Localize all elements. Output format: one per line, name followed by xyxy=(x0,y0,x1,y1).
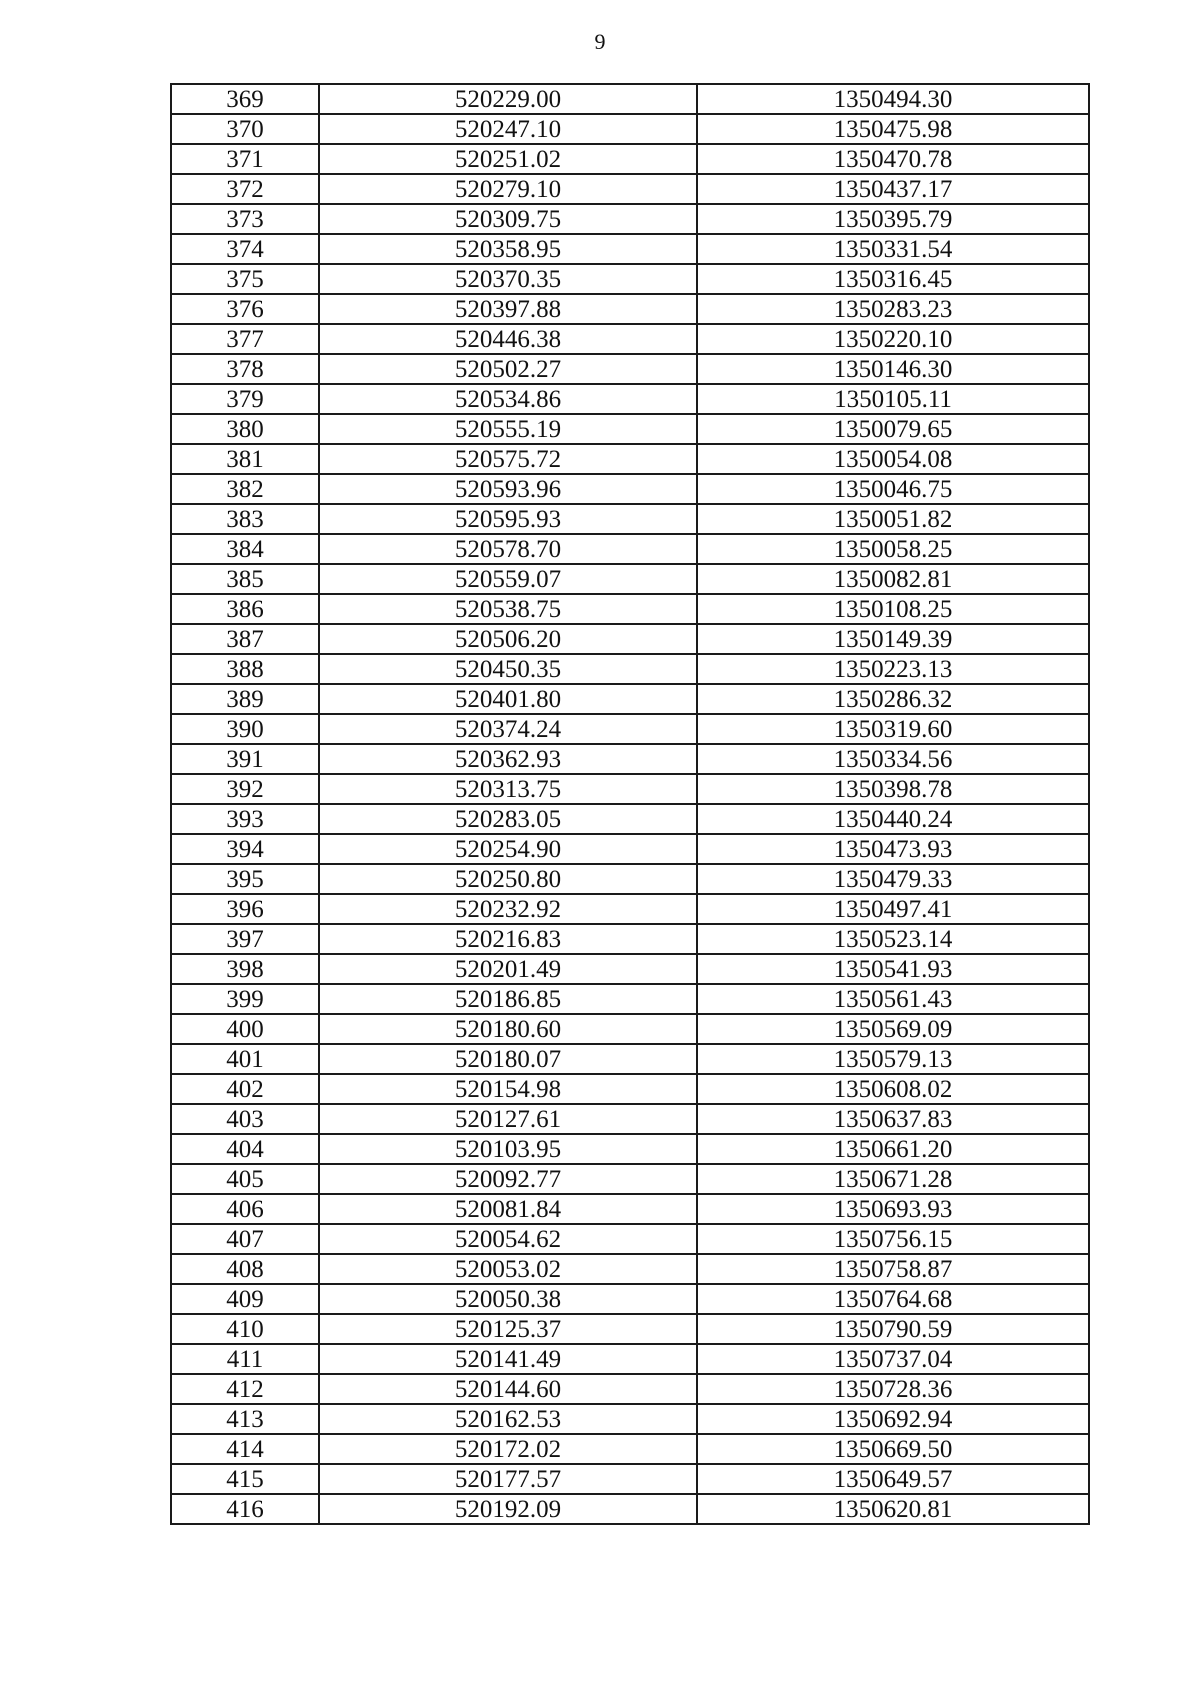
table-row xyxy=(171,534,1089,564)
y-coordinate-cell: 1350637.83 xyxy=(697,1104,1089,1134)
x-coordinate-cell: 520180.07 xyxy=(319,1044,697,1074)
y-coordinate-cell: 1350669.50 xyxy=(697,1434,1089,1464)
x-coordinate-cell: 520401.80 xyxy=(319,684,697,714)
table-row xyxy=(171,114,1089,144)
point-number-cell: 395 xyxy=(171,864,319,894)
x-coordinate-cell: 520180.60 xyxy=(319,1014,697,1044)
point-number-cell: 397 xyxy=(171,924,319,954)
x-coordinate-cell: 520050.38 xyxy=(319,1284,697,1314)
table-row xyxy=(171,324,1089,354)
table-row xyxy=(171,1194,1089,1224)
y-coordinate-cell: 1350649.57 xyxy=(697,1464,1089,1494)
x-coordinate-cell: 520141.49 xyxy=(319,1344,697,1374)
x-coordinate-cell: 520446.38 xyxy=(319,324,697,354)
y-coordinate-cell: 1350473.93 xyxy=(697,834,1089,864)
x-coordinate-cell: 520247.10 xyxy=(319,114,697,144)
y-coordinate-cell: 1350470.78 xyxy=(697,144,1089,174)
table-row xyxy=(171,954,1089,984)
y-coordinate-cell: 1350541.93 xyxy=(697,954,1089,984)
y-coordinate-cell: 1350728.36 xyxy=(697,1374,1089,1404)
x-coordinate-cell: 520374.24 xyxy=(319,714,697,744)
y-coordinate-cell: 1350561.43 xyxy=(697,984,1089,1014)
x-coordinate-cell: 520358.95 xyxy=(319,234,697,264)
y-coordinate-cell: 1350692.94 xyxy=(697,1404,1089,1434)
table-row xyxy=(171,1254,1089,1284)
point-number-cell: 406 xyxy=(171,1194,319,1224)
y-coordinate-cell: 1350082.81 xyxy=(697,564,1089,594)
y-coordinate-cell: 1350437.17 xyxy=(697,174,1089,204)
point-number-cell: 391 xyxy=(171,744,319,774)
y-coordinate-cell: 1350058.25 xyxy=(697,534,1089,564)
point-number-cell: 396 xyxy=(171,894,319,924)
y-coordinate-cell: 1350316.45 xyxy=(697,264,1089,294)
y-coordinate-cell: 1350620.81 xyxy=(697,1494,1089,1524)
point-number-cell: 390 xyxy=(171,714,319,744)
point-number-cell: 399 xyxy=(171,984,319,1014)
x-coordinate-cell: 520575.72 xyxy=(319,444,697,474)
point-number-cell: 413 xyxy=(171,1404,319,1434)
point-number-cell: 401 xyxy=(171,1044,319,1074)
y-coordinate-cell: 1350319.60 xyxy=(697,714,1089,744)
table-row xyxy=(171,564,1089,594)
x-coordinate-cell: 520054.62 xyxy=(319,1224,697,1254)
point-number-cell: 376 xyxy=(171,294,319,324)
point-number-cell: 386 xyxy=(171,594,319,624)
table-row xyxy=(171,354,1089,384)
point-number-cell: 389 xyxy=(171,684,319,714)
y-coordinate-cell: 1350764.68 xyxy=(697,1284,1089,1314)
y-coordinate-cell: 1350051.82 xyxy=(697,504,1089,534)
table-row xyxy=(171,984,1089,1014)
table-row xyxy=(171,1344,1089,1374)
x-coordinate-cell: 520283.05 xyxy=(319,804,697,834)
x-coordinate-cell: 520362.93 xyxy=(319,744,697,774)
point-number-cell: 416 xyxy=(171,1494,319,1524)
x-coordinate-cell: 520559.07 xyxy=(319,564,697,594)
x-coordinate-cell: 520232.92 xyxy=(319,894,697,924)
y-coordinate-cell: 1350693.93 xyxy=(697,1194,1089,1224)
table-row xyxy=(171,924,1089,954)
table-row xyxy=(171,804,1089,834)
x-coordinate-cell: 520081.84 xyxy=(319,1194,697,1224)
x-coordinate-cell: 520144.60 xyxy=(319,1374,697,1404)
y-coordinate-cell: 1350737.04 xyxy=(697,1344,1089,1374)
y-coordinate-cell: 1350054.08 xyxy=(697,444,1089,474)
point-number-cell: 405 xyxy=(171,1164,319,1194)
table-row xyxy=(171,714,1089,744)
x-coordinate-cell: 520186.85 xyxy=(319,984,697,1014)
y-coordinate-cell: 1350790.59 xyxy=(697,1314,1089,1344)
table-row xyxy=(171,834,1089,864)
point-number-cell: 381 xyxy=(171,444,319,474)
x-coordinate-cell: 520216.83 xyxy=(319,924,697,954)
table-row xyxy=(171,1464,1089,1494)
point-number-cell: 402 xyxy=(171,1074,319,1104)
point-number-cell: 378 xyxy=(171,354,319,384)
y-coordinate-cell: 1350398.78 xyxy=(697,774,1089,804)
table-row xyxy=(171,144,1089,174)
point-number-cell: 388 xyxy=(171,654,319,684)
x-coordinate-cell: 520254.90 xyxy=(319,834,697,864)
table-row xyxy=(171,414,1089,444)
table-row xyxy=(171,594,1089,624)
table-row xyxy=(171,894,1089,924)
point-number-cell: 407 xyxy=(171,1224,319,1254)
table-row xyxy=(171,1404,1089,1434)
table-row xyxy=(171,234,1089,264)
point-number-cell: 384 xyxy=(171,534,319,564)
table-row xyxy=(171,1074,1089,1104)
table-row xyxy=(171,1494,1089,1524)
point-number-cell: 377 xyxy=(171,324,319,354)
table-row xyxy=(171,684,1089,714)
table-row xyxy=(171,444,1089,474)
table-row xyxy=(171,1134,1089,1164)
y-coordinate-cell: 1350608.02 xyxy=(697,1074,1089,1104)
y-coordinate-cell: 1350671.28 xyxy=(697,1164,1089,1194)
point-number-cell: 400 xyxy=(171,1014,319,1044)
x-coordinate-cell: 520450.35 xyxy=(319,654,697,684)
table-row xyxy=(171,654,1089,684)
x-coordinate-cell: 520177.57 xyxy=(319,1464,697,1494)
point-number-cell: 375 xyxy=(171,264,319,294)
table-row xyxy=(171,1314,1089,1344)
x-coordinate-cell: 520279.10 xyxy=(319,174,697,204)
x-coordinate-cell: 520103.95 xyxy=(319,1134,697,1164)
y-coordinate-cell: 1350108.25 xyxy=(697,594,1089,624)
x-coordinate-cell: 520370.35 xyxy=(319,264,697,294)
y-coordinate-cell: 1350105.11 xyxy=(697,384,1089,414)
point-number-cell: 370 xyxy=(171,114,319,144)
y-coordinate-cell: 1350497.41 xyxy=(697,894,1089,924)
table-row xyxy=(171,474,1089,504)
table-row xyxy=(171,1374,1089,1404)
point-number-cell: 404 xyxy=(171,1134,319,1164)
table-row xyxy=(171,84,1089,114)
y-coordinate-cell: 1350758.87 xyxy=(697,1254,1089,1284)
point-number-cell: 411 xyxy=(171,1344,319,1374)
point-number-cell: 387 xyxy=(171,624,319,654)
table-row xyxy=(171,1224,1089,1254)
table-row xyxy=(171,294,1089,324)
point-number-cell: 372 xyxy=(171,174,319,204)
y-coordinate-cell: 1350475.98 xyxy=(697,114,1089,144)
x-coordinate-cell: 520309.75 xyxy=(319,204,697,234)
x-coordinate-cell: 520092.77 xyxy=(319,1164,697,1194)
x-coordinate-cell: 520502.27 xyxy=(319,354,697,384)
y-coordinate-cell: 1350479.33 xyxy=(697,864,1089,894)
x-coordinate-cell: 520172.02 xyxy=(319,1434,697,1464)
x-coordinate-cell: 520162.53 xyxy=(319,1404,697,1434)
x-coordinate-cell: 520053.02 xyxy=(319,1254,697,1284)
y-coordinate-cell: 1350149.39 xyxy=(697,624,1089,654)
page-number: 9 xyxy=(594,29,606,54)
x-coordinate-cell: 520595.93 xyxy=(319,504,697,534)
y-coordinate-cell: 1350146.30 xyxy=(697,354,1089,384)
point-number-cell: 403 xyxy=(171,1104,319,1134)
x-coordinate-cell: 520251.02 xyxy=(319,144,697,174)
table-row xyxy=(171,1014,1089,1044)
x-coordinate-cell: 520538.75 xyxy=(319,594,697,624)
point-number-cell: 371 xyxy=(171,144,319,174)
y-coordinate-cell: 1350286.32 xyxy=(697,684,1089,714)
x-coordinate-cell: 520127.61 xyxy=(319,1104,697,1134)
table-row xyxy=(171,204,1089,234)
y-coordinate-cell: 1350283.23 xyxy=(697,294,1089,324)
table-row xyxy=(171,864,1089,894)
y-coordinate-cell: 1350579.13 xyxy=(697,1044,1089,1074)
y-coordinate-cell: 1350079.65 xyxy=(697,414,1089,444)
y-coordinate-cell: 1350334.56 xyxy=(697,744,1089,774)
point-number-cell: 414 xyxy=(171,1434,319,1464)
point-number-cell: 415 xyxy=(171,1464,319,1494)
y-coordinate-cell: 1350046.75 xyxy=(697,474,1089,504)
table-row xyxy=(171,1044,1089,1074)
table-row xyxy=(171,624,1089,654)
y-coordinate-cell: 1350756.15 xyxy=(697,1224,1089,1254)
table-row xyxy=(171,504,1089,534)
table-row xyxy=(171,744,1089,774)
y-coordinate-cell: 1350494.30 xyxy=(697,84,1089,114)
table-row xyxy=(171,1104,1089,1134)
point-number-cell: 382 xyxy=(171,474,319,504)
x-coordinate-cell: 520154.98 xyxy=(319,1074,697,1104)
point-number-cell: 394 xyxy=(171,834,319,864)
x-coordinate-cell: 520313.75 xyxy=(319,774,697,804)
point-number-cell: 393 xyxy=(171,804,319,834)
y-coordinate-cell: 1350569.09 xyxy=(697,1014,1089,1044)
point-number-cell: 412 xyxy=(171,1374,319,1404)
y-coordinate-cell: 1350223.13 xyxy=(697,654,1089,684)
point-number-cell: 369 xyxy=(171,84,319,114)
point-number-cell: 379 xyxy=(171,384,319,414)
x-coordinate-cell: 520192.09 xyxy=(319,1494,697,1524)
point-number-cell: 408 xyxy=(171,1254,319,1284)
x-coordinate-cell: 520555.19 xyxy=(319,414,697,444)
point-number-cell: 392 xyxy=(171,774,319,804)
y-coordinate-cell: 1350440.24 xyxy=(697,804,1089,834)
x-coordinate-cell: 520534.86 xyxy=(319,384,697,414)
y-coordinate-cell: 1350220.10 xyxy=(697,324,1089,354)
point-number-cell: 409 xyxy=(171,1284,319,1314)
table-row xyxy=(171,774,1089,804)
y-coordinate-cell: 1350395.79 xyxy=(697,204,1089,234)
y-coordinate-cell: 1350523.14 xyxy=(697,924,1089,954)
point-number-cell: 385 xyxy=(171,564,319,594)
x-coordinate-cell: 520125.37 xyxy=(319,1314,697,1344)
x-coordinate-cell: 520578.70 xyxy=(319,534,697,564)
x-coordinate-cell: 520397.88 xyxy=(319,294,697,324)
point-number-cell: 374 xyxy=(171,234,319,264)
coordinates-table xyxy=(170,83,1090,1525)
x-coordinate-cell: 520250.80 xyxy=(319,864,697,894)
x-coordinate-cell: 520593.96 xyxy=(319,474,697,504)
point-number-cell: 380 xyxy=(171,414,319,444)
x-coordinate-cell: 520229.00 xyxy=(319,84,697,114)
table-row xyxy=(171,1164,1089,1194)
x-coordinate-cell: 520506.20 xyxy=(319,624,697,654)
table-row xyxy=(171,1434,1089,1464)
x-coordinate-cell: 520201.49 xyxy=(319,954,697,984)
y-coordinate-cell: 1350331.54 xyxy=(697,234,1089,264)
coordinates-table-body xyxy=(171,84,1089,1524)
y-coordinate-cell: 1350661.20 xyxy=(697,1134,1089,1164)
table-row xyxy=(171,1284,1089,1314)
table-row xyxy=(171,264,1089,294)
point-number-cell: 398 xyxy=(171,954,319,984)
table-row xyxy=(171,384,1089,414)
table-row xyxy=(171,174,1089,204)
point-number-cell: 373 xyxy=(171,204,319,234)
point-number-cell: 383 xyxy=(171,504,319,534)
point-number-cell: 410 xyxy=(171,1314,319,1344)
